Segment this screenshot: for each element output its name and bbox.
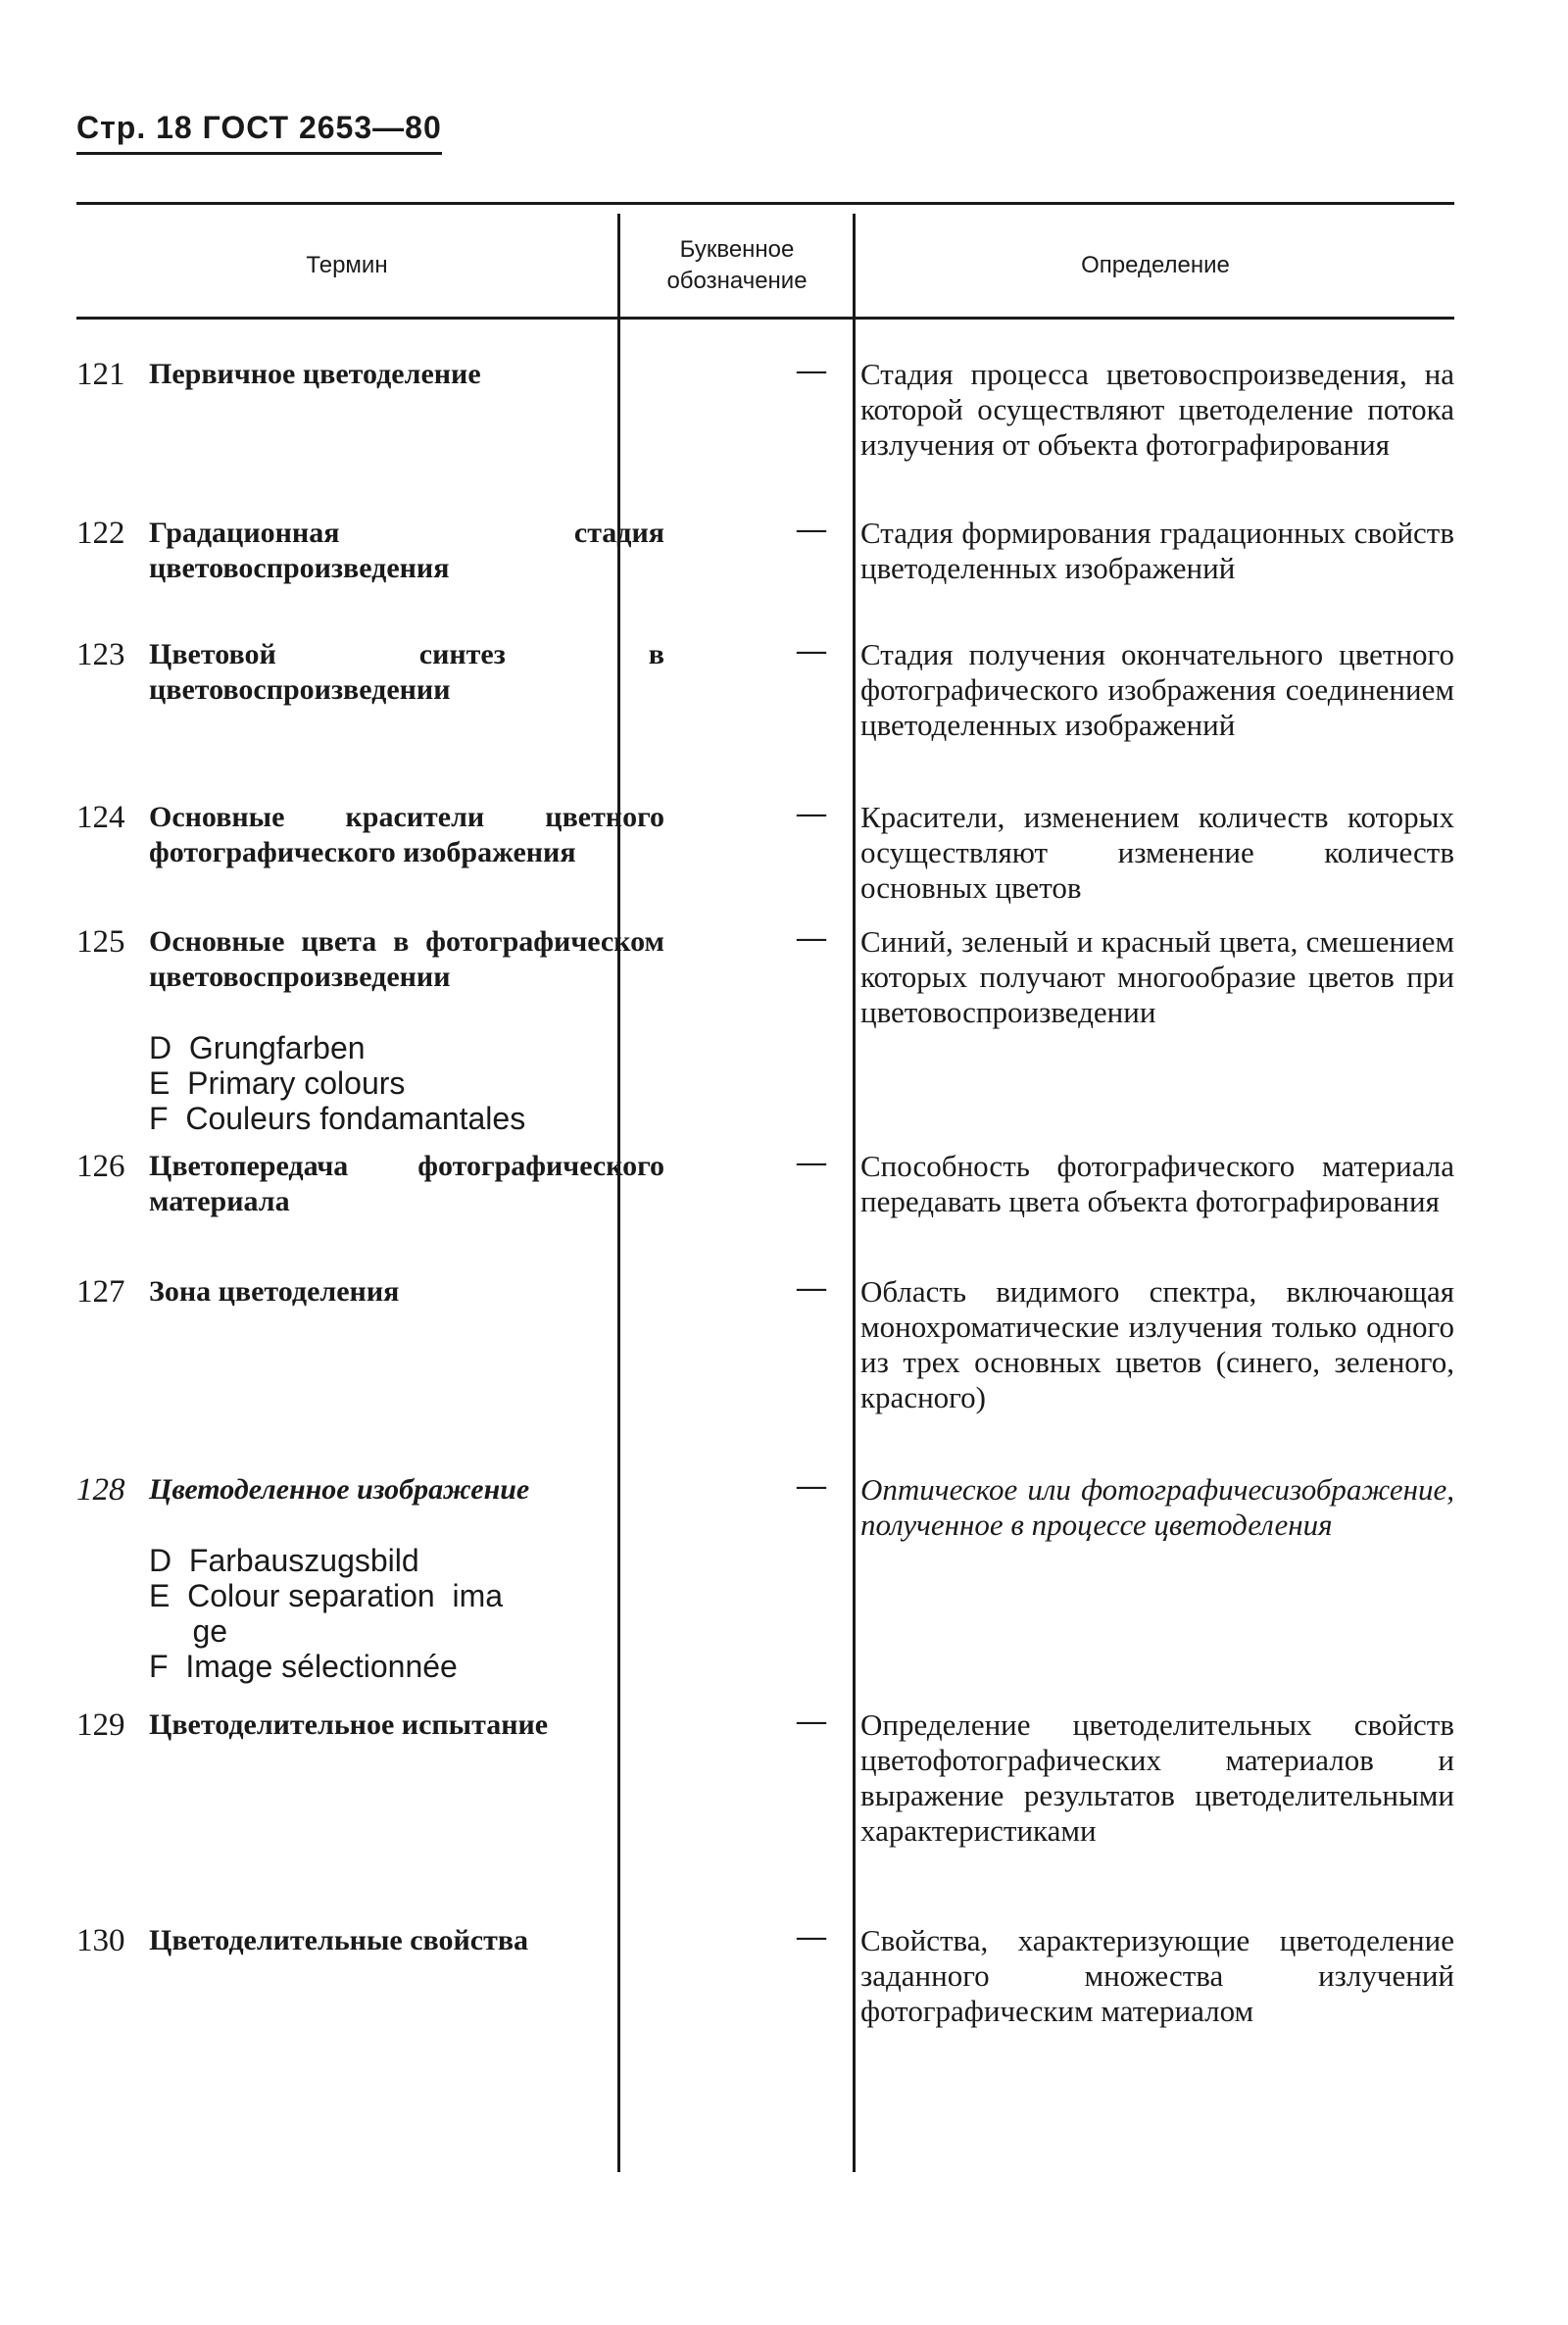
foreign-term-fr: F Image sélectionnée xyxy=(149,1649,458,1684)
entry-number: 125 xyxy=(76,924,125,960)
entry-definition: Красители, изменением количеств которых осуществляют изменение количеств основных цветов xyxy=(860,800,1454,905)
entry-number: 126 xyxy=(76,1149,125,1184)
entry-number: 122 xyxy=(76,516,125,551)
foreign-term-en: E Primary colours xyxy=(149,1065,406,1101)
entry-number: 124 xyxy=(76,800,125,835)
entry-symbol: — xyxy=(797,921,826,954)
foreign-term-en-cont: ge xyxy=(149,1613,228,1649)
entry-number: 129 xyxy=(76,1707,125,1743)
entry-number: 130 xyxy=(76,1923,125,1958)
entry-term: Цветоделенное изображение xyxy=(149,1473,530,1506)
entry-term: Цветопередача фотографического материала xyxy=(149,1150,664,1217)
entry-symbol: — xyxy=(797,354,826,386)
column-header-symbol xyxy=(621,222,853,310)
entry-symbol: — xyxy=(797,1271,826,1304)
entry-definition: Способность фотографического материала передавать цвета объекта фотографирования xyxy=(860,1149,1454,1218)
foreign-term-de: D Farbauszugsbild xyxy=(149,1543,419,1578)
foreign-term-fr: F Couleurs fondamantales xyxy=(149,1101,526,1136)
column-header-definition: Определение xyxy=(1081,251,1230,278)
entry-definition: Стадия получения окончательного цветного фотографического изображения соединением цветоделенных изображений xyxy=(860,637,1454,742)
entry-term: Цветоделительное испытание xyxy=(149,1708,549,1741)
entry-definition: Оптическое или фотографичесизображение, полученное в процессе цветоделения xyxy=(860,1472,1454,1542)
entry-term: Основные красители цветного фотографического изображения xyxy=(149,801,664,868)
entry-term: Градационная стадия цветовоспроизведения xyxy=(149,517,664,584)
entry-term: Зона цветоделения xyxy=(149,1275,400,1308)
entry-definition: Стадия формирования градационных свойств цветоделенных изображений xyxy=(860,516,1454,585)
table-header-rule xyxy=(76,317,1454,320)
column-divider-2 xyxy=(853,214,856,2172)
entry-number: 127 xyxy=(76,1274,125,1310)
entry-term: Цветоделительные свойства xyxy=(149,1924,529,1956)
entry-symbol: — xyxy=(797,1920,826,1953)
entry-symbol: — xyxy=(797,634,826,667)
entry-term: Первичное цветоделение xyxy=(149,358,481,390)
table-top-rule xyxy=(76,202,1454,205)
entry-symbol: — xyxy=(797,513,826,545)
column-header-term: Термин xyxy=(306,251,388,278)
column-header-symbol-text: Буквенное обозначение xyxy=(666,235,808,294)
entry-definition: Область видимого спектра, включающая монохроматические излучения только одного из трех основных цветов (синего, зеленого, красного) xyxy=(860,1274,1454,1414)
entry-definition: Свойства, характеризующие цветоделение заданного множества излучений фотографическим материалом xyxy=(860,1923,1454,2028)
entry-symbol: — xyxy=(797,1146,826,1178)
entry-symbol: — xyxy=(797,797,826,829)
entry-definition: Определение цветоделительных свойств цветофотографических материалов и выражение результатов цветоделительными характеристиками xyxy=(860,1707,1454,1848)
entry-symbol: — xyxy=(797,1705,826,1737)
entry-definition: Синий, зеленый и красный цвета, смешением которых получают многообразие цветов при цветовоспроизведении xyxy=(860,924,1454,1029)
entry-term: Цветовой синтез в цветовоспроизведении xyxy=(149,638,664,706)
foreign-term-en: E Colour separation ima xyxy=(149,1578,504,1613)
entry-number: 123 xyxy=(76,637,125,672)
entry-number: 121 xyxy=(76,357,125,392)
entry-symbol: — xyxy=(797,1469,826,1502)
page-header: Стр. 18 ГОСТ 2653—80 xyxy=(76,110,442,155)
entry-definition: Стадия процесса цветовоспроизведения, на которой осуществляют цветоделение потока излучения от объекта фотографирования xyxy=(860,357,1454,462)
entry-number: 128 xyxy=(76,1472,125,1508)
entry-term: Основные цвета в фотографическом цветовоспроизведении xyxy=(149,925,664,993)
foreign-term-de: D Grungfarben xyxy=(149,1030,366,1065)
